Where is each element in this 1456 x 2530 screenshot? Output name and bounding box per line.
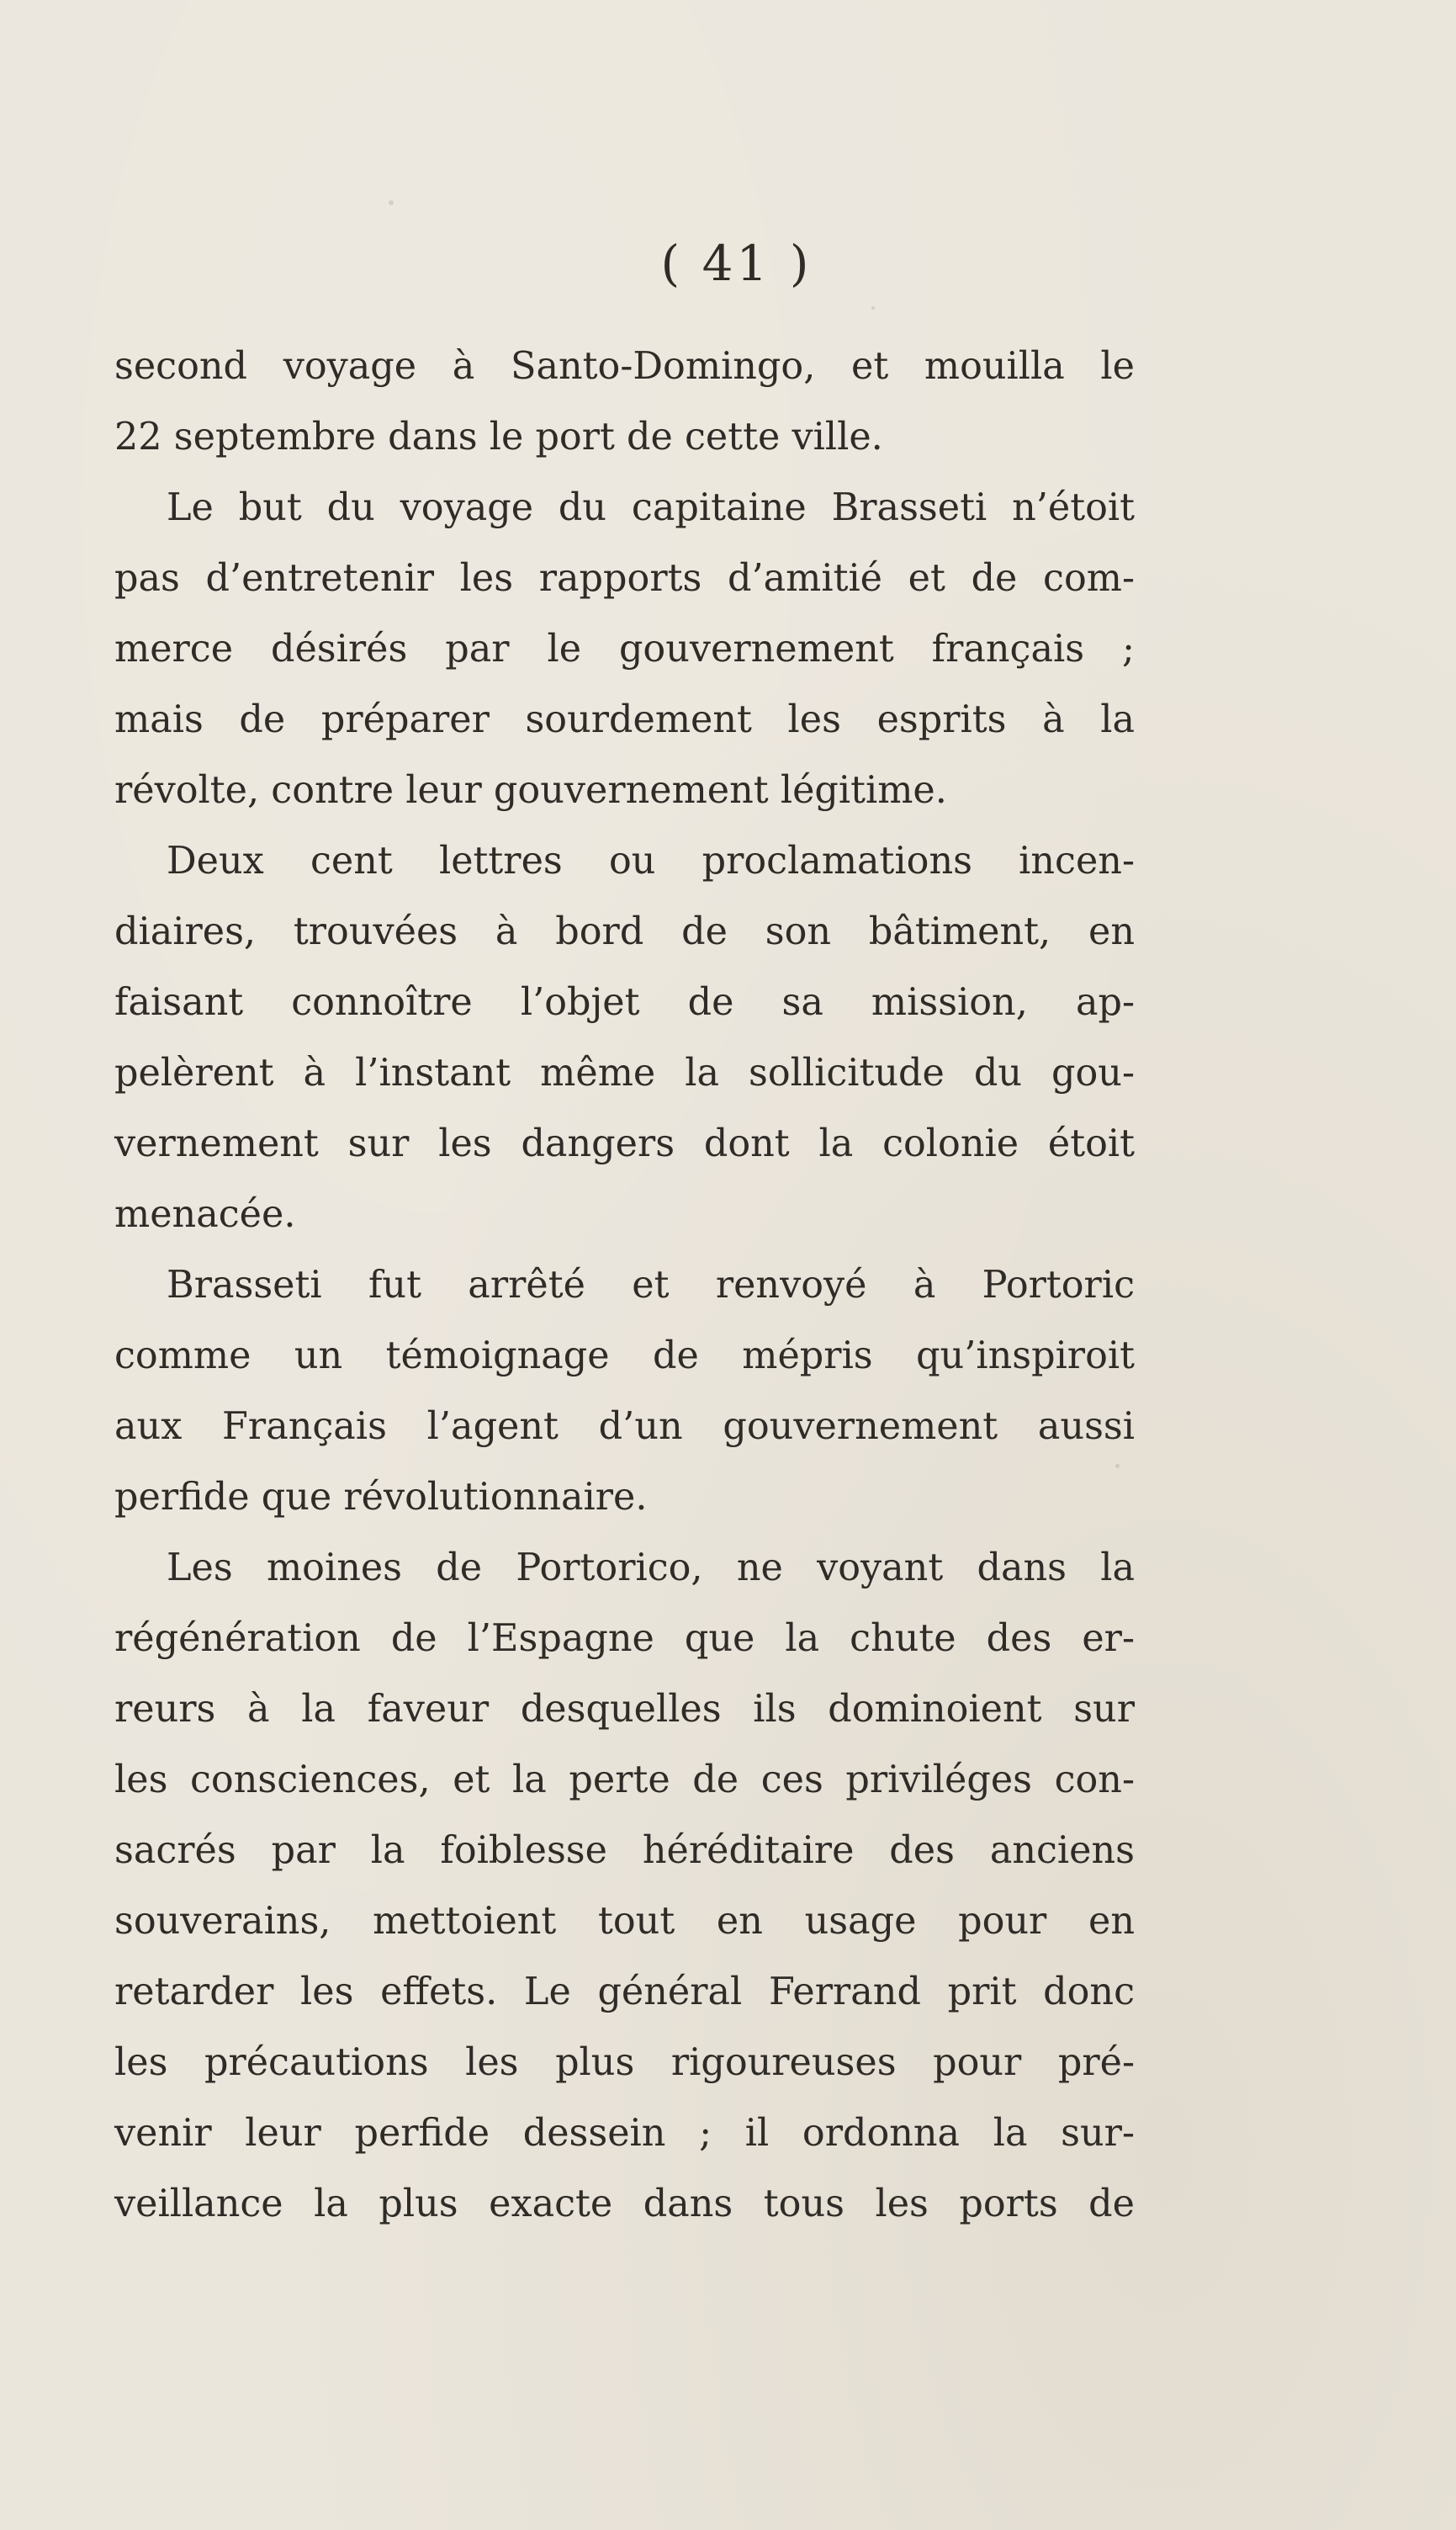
text-line: comme un témoignage de mépris qu’inspiroit xyxy=(114,1334,1135,1377)
paper-spot xyxy=(871,306,875,310)
text-line: les consciences, et la perte de ces priviléges con- xyxy=(114,1758,1135,1801)
text-line: aux Français l’agent d’un gouvernement aussi xyxy=(114,1405,1135,1448)
text-line: 22 septembre dans le port de cette ville. xyxy=(114,416,883,459)
text-line: Brasseti fut arrêté et renvoyé à Portoric xyxy=(167,1264,1135,1307)
text-line: reurs à la faveur desquelles ils dominoient sur xyxy=(114,1688,1135,1731)
text-line: mais de préparer sourdement les esprits à la xyxy=(114,698,1135,741)
text-line: retarder les effets. Le général Ferrand prit donc xyxy=(114,1970,1135,2013)
text-line: venir leur perfide dessein ; il ordonna la sur- xyxy=(114,2112,1135,2155)
text-line: diaires, trouvées à bord de son bâtiment, en xyxy=(114,910,1135,953)
text-line: régénération de l’Espagne que la chute des er- xyxy=(114,1617,1135,1660)
paragraph xyxy=(114,1533,1135,2240)
text-line: faisant connoître l’objet de sa mission, ap- xyxy=(114,981,1135,1024)
page-number: ( 41 ) xyxy=(660,235,813,292)
paragraph xyxy=(114,1250,1135,1533)
text-line: Les moines de Portorico, ne voyant dans la xyxy=(167,1546,1135,1589)
body-text xyxy=(114,331,1135,2240)
text-line: merce désirés par le gouvernement français ; xyxy=(114,628,1135,671)
paragraph xyxy=(114,826,1135,1250)
paragraph xyxy=(114,473,1135,826)
text-line: veillance la plus exacte dans tous les ports de xyxy=(114,2183,1135,2225)
text-line: Deux cent lettres ou proclamations incen- xyxy=(167,840,1135,883)
text-line: menacée. xyxy=(114,1193,296,1236)
paragraph xyxy=(114,331,1135,473)
text-line: pelèrent à l’instant même la sollicitude du gou- xyxy=(114,1052,1135,1095)
text-line: révolte, contre leur gouvernement légitime. xyxy=(114,769,947,812)
text-line: second voyage à Santo-Domingo, et mouilla le xyxy=(114,345,1135,388)
text-line: sacrés par la foiblesse héréditaire des anciens xyxy=(114,1829,1135,1872)
text-line: les précautions les plus rigoureuses pour pré- xyxy=(114,2041,1135,2084)
text-line: Le but du voyage du capitaine Brasseti n’étoit xyxy=(167,486,1135,529)
paper-spot xyxy=(389,200,394,205)
text-line: perfide que révolutionnaire. xyxy=(114,1476,648,1519)
text-line: pas d’entretenir les rapports d’amitié et de com- xyxy=(114,557,1135,600)
text-line: souverains, mettoient tout en usage pour en xyxy=(114,1900,1135,1943)
text-line: vernement sur les dangers dont la colonie étoit xyxy=(114,1122,1135,1165)
